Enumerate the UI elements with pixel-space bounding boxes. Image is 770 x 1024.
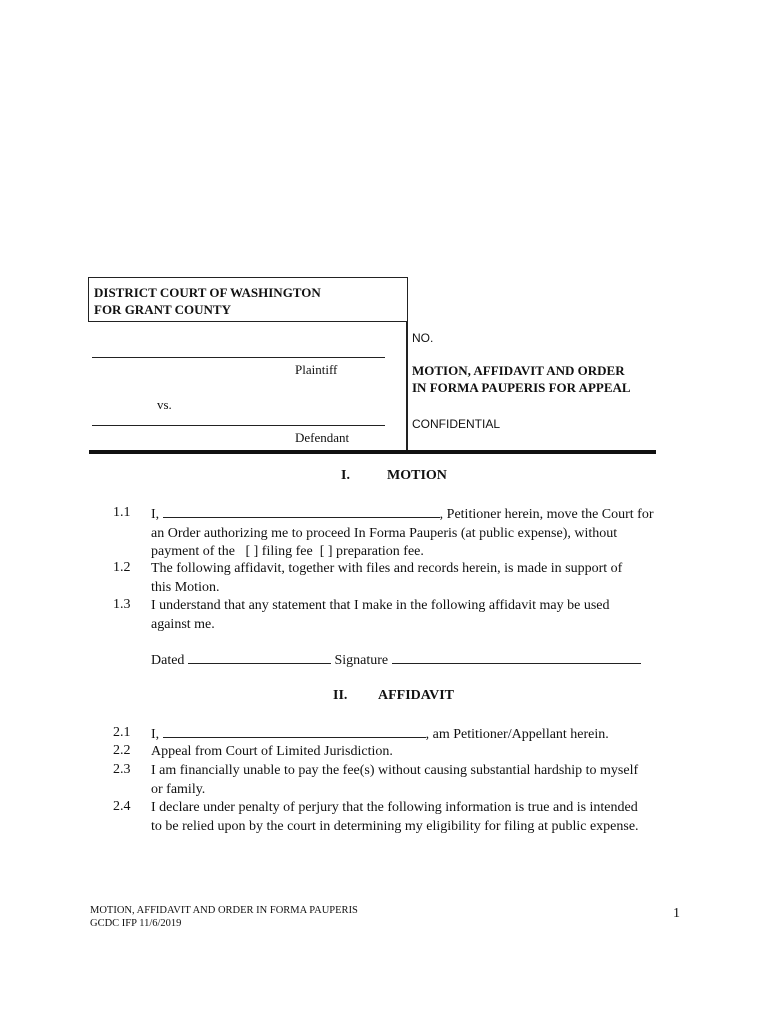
item-2-2-text [151, 743, 393, 762]
confidential-label: CONFIDENTIAL [412, 417, 501, 431]
item-2-4-line1: I declare under penalty of perjury that the following information is true and is intended [151, 800, 638, 815]
defendant-name-line [92, 425, 385, 426]
item-2-3-line2: or family. [151, 781, 206, 797]
item-1-1-pre: I, [151, 507, 163, 522]
section1-title: MOTION [387, 468, 447, 483]
footer-form-id: GCDC IFP 11/6/2019 [90, 918, 182, 929]
item-1-3-line1: I understand that any statement that I make in the following affidavit may be used [151, 598, 610, 613]
defendant-label: Defendant [295, 430, 350, 445]
item-2-1-post: , am Petitioner/Appellant herein. [425, 727, 609, 742]
document-title-line2: IN FORMA PAUPERIS FOR APPEAL [412, 380, 631, 395]
signature-label: Signature [334, 653, 389, 668]
item-1-2-line2: this Motion. [151, 579, 220, 595]
plaintiff-name-line [92, 357, 385, 358]
section2-title: AFFIDAVIT [378, 688, 454, 703]
item-1-2-number: 1.2 [113, 560, 131, 575]
document-title-line1: MOTION, AFFIDAVIT AND ORDER [412, 363, 625, 378]
footer-title: MOTION, AFFIDAVIT AND ORDER IN FORMA PAUPERIS [90, 905, 358, 916]
item-1-3-number: 1.3 [113, 597, 131, 612]
caption-vertical-divider [406, 322, 408, 452]
item-1-3-line2: against me. [151, 616, 215, 632]
item-2-4-text [151, 799, 639, 836]
item-2-3-number: 2.3 [113, 762, 131, 777]
item-1-1-line1 [151, 505, 654, 525]
item-2-4-line2: to be relied upon by the court in determining my eligibility for filing at public expense. [151, 818, 639, 834]
signature-field[interactable] [392, 651, 641, 664]
dated-signature-row [151, 651, 641, 671]
item-1-1-post: , Petitioner herein, move the Court for [439, 507, 654, 522]
caption-bottom-rule [89, 450, 656, 454]
item-1-2-text [151, 560, 622, 597]
page-number: 1 [673, 906, 680, 921]
plaintiff-label: Plaintiff [295, 362, 338, 377]
item-1-3-text [151, 597, 610, 634]
item-2-2-line1: Appeal from Court of Limited Jurisdiction. [151, 744, 393, 759]
section1-number: I. [341, 468, 350, 483]
item-1-1-line2: an Order authorizing me to proceed In Forma Pauperis (at public expense), without [151, 525, 618, 541]
petitioner-name-field[interactable] [163, 505, 440, 518]
item-2-1-number: 2.1 [113, 725, 131, 740]
item-2-4-number: 2.4 [113, 799, 131, 814]
item-2-3-line1: I am financially unable to pay the fee(s) without causing substantial hardship to myself [151, 763, 639, 778]
case-number-label: NO. [412, 331, 434, 345]
item-2-1-pre: I, [151, 727, 163, 742]
court-name-line2: FOR GRANT COUNTY [94, 302, 231, 317]
dated-label: Dated [151, 653, 185, 668]
item-1-1-line3: payment of the [ ] filing fee [ ] preparation fee. [151, 544, 424, 559]
vs-label: vs. [157, 397, 172, 412]
item-1-1-text [151, 505, 654, 562]
item-2-3-text [151, 762, 638, 799]
court-name-line1: DISTRICT COURT OF WASHINGTON [94, 285, 321, 300]
item-2-1-text [151, 725, 609, 745]
item-1-2-line1: The following affidavit, together with files and records herein, is made in support of [151, 561, 623, 576]
section2-number: II. [333, 688, 348, 703]
item-2-2-number: 2.2 [113, 743, 131, 758]
dated-field[interactable] [188, 651, 331, 664]
item-1-1-number: 1.1 [113, 505, 131, 520]
appellant-name-field[interactable] [163, 725, 426, 738]
